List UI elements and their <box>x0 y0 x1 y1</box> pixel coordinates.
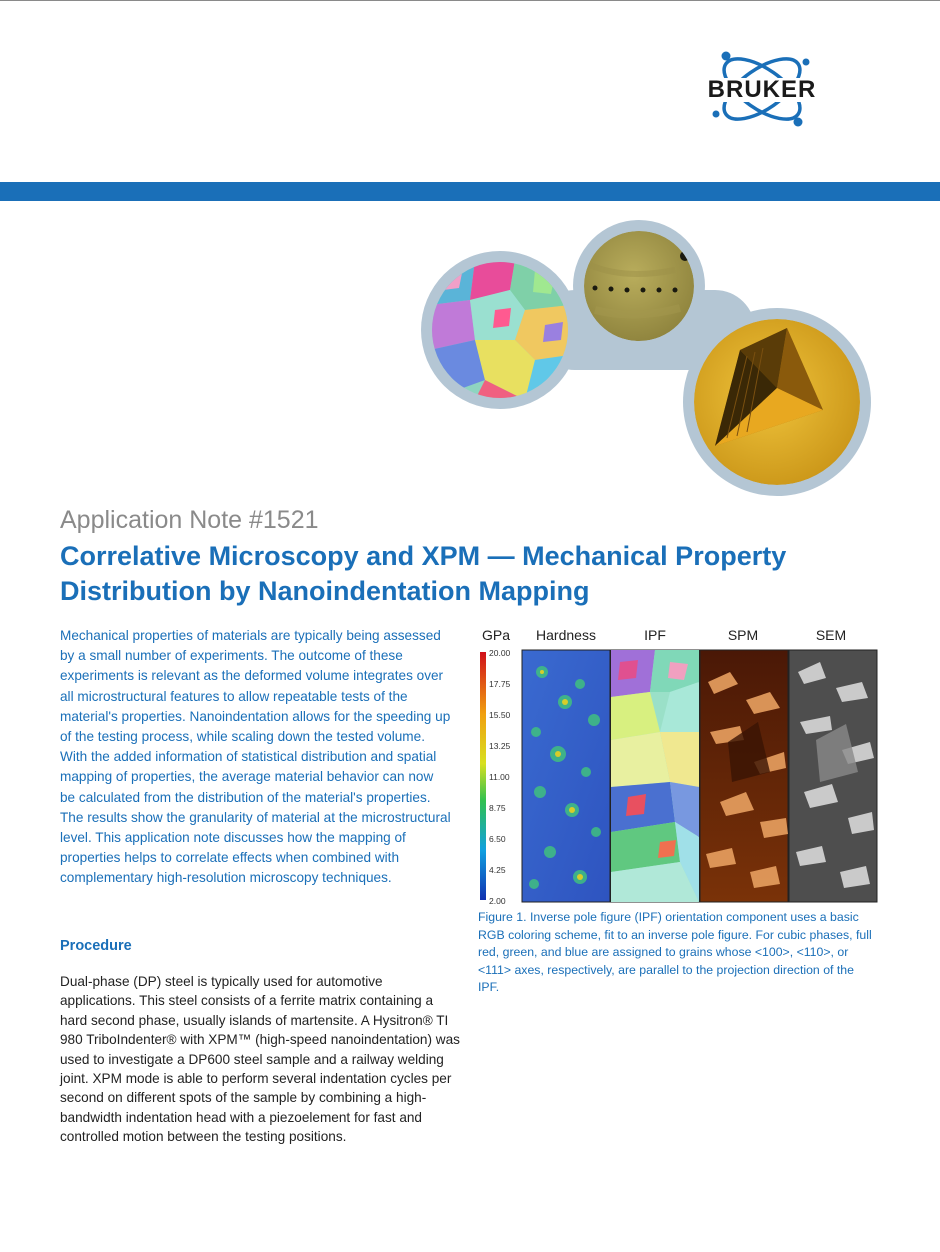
colorbar-tick: 2.00 <box>489 896 506 906</box>
document-title: Correlative Microscopy and XPM — Mechanical Property Distribution by Nanoindentation Mapping <box>60 541 787 606</box>
panel-label-ipf: IPF <box>644 627 666 643</box>
intro-paragraph: Mechanical properties of materials are typically being assessed by a small number of experiments. The outcome of these experiments is relevant as the deformed volume integrates over all microstructural features to allow repeatable tests of the material's properties. Nanoindentation allows for the speeding up of the testing process, while scaling down the tested volume. With the added information of statistical distribution and spatial mapping of properties, the average material behavior can now be calculated from the distribution of the material's properties. The results show the granularity of material at the microstructural level. This application note discusses how the mapping of properties helps to correlate effects when combined with complementary high-resolution microscopy techniques. <box>60 628 451 886</box>
colorbar-tick: 11.00 <box>489 772 510 782</box>
application-note-number: Application Note #1521 <box>60 506 319 534</box>
panel-label-hardness: Hardness <box>536 627 596 643</box>
colorbar-tick: 20.00 <box>489 648 511 658</box>
hero-image <box>415 210 875 500</box>
brand-wordmark: BRUKER <box>707 76 817 103</box>
bruker-logo <box>688 48 836 130</box>
spm-map-image <box>700 650 788 902</box>
procedure-heading: Procedure <box>60 938 132 954</box>
figure-1 <box>470 622 880 907</box>
hardness-map-image <box>522 650 610 902</box>
colorbar-tick: 15.50 <box>489 710 511 720</box>
panel-label-spm: SPM <box>727 627 759 643</box>
colorbar <box>480 652 486 900</box>
colorbar-tick: 6.50 <box>489 834 506 844</box>
ipf-map-image <box>611 650 699 902</box>
procedure-paragraph: Dual-phase (DP) steel is typically used for automotive applications. This steel consists of a ferrite matrix containing a hard second phase, usually islands of martensite. A Hysitron® TI 980 TriboIndenter® with XPM™ (high-speed nanoindentation) was used to investigate a DP600 steel sample and a railway welding joint. XPM mode is able to perform several indentation cycles per second on different spots of the sample by combining a high-bandwidth indentation head with a piezoelement for fast and controlled motion between the testing positions. <box>60 974 460 1145</box>
colorbar-tick: 8.75 <box>489 803 506 813</box>
header-blue-bar <box>0 182 940 201</box>
indent-closeup-circle-image <box>694 319 860 485</box>
colorbar-tick: 13.25 <box>489 741 511 751</box>
colorbar-tick: 17.75 <box>489 679 511 689</box>
unit-label: GPa <box>482 627 511 643</box>
panel-label-sem: SEM <box>815 627 847 643</box>
top-rule <box>0 0 940 1</box>
colorbar-tick: 4.25 <box>489 865 506 875</box>
sem-map-image <box>789 650 877 902</box>
figure-caption: Figure 1. Inverse pole figure (IPF) orientation component uses a basic RGB coloring scheme, fit to an inverse pole figure. For cubic phases, full red, green, and blue are assigned to grains whose <100>, <110>, or <111> axes, respectively, are parallel to the projection direction of the IPF. <box>478 910 872 994</box>
indent-grid-circle-image <box>584 231 694 341</box>
